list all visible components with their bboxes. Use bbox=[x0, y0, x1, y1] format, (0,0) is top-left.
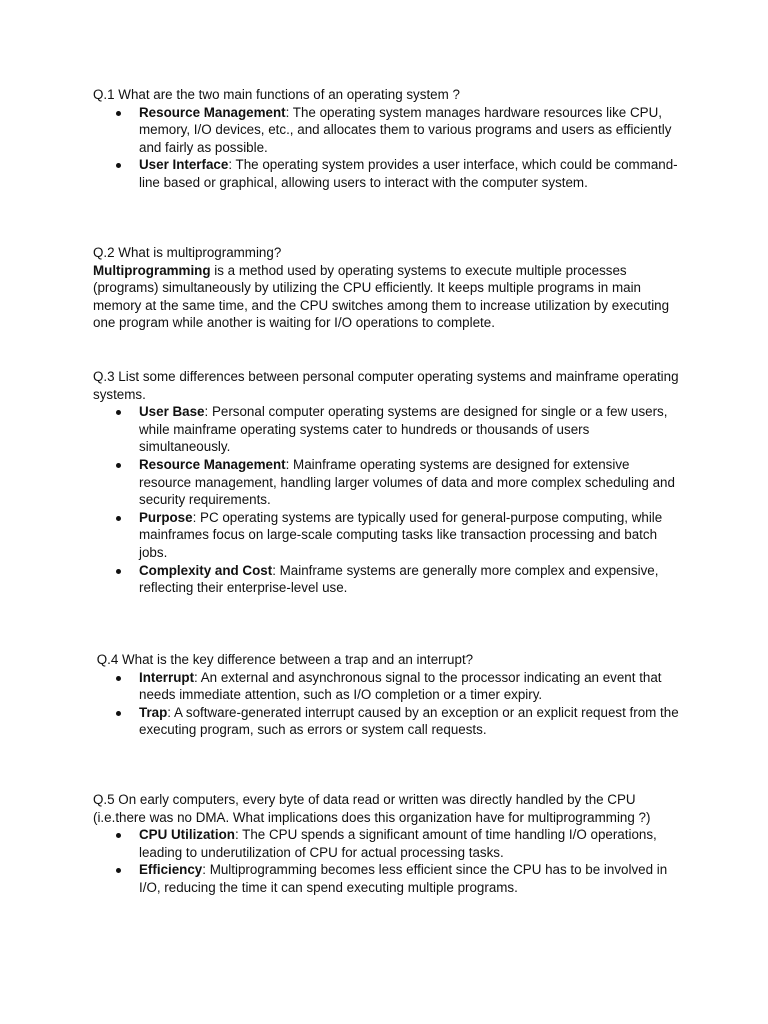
list-item bbox=[93, 104, 683, 157]
bullet-icon bbox=[116, 833, 121, 838]
answer-paragraph bbox=[93, 262, 683, 332]
item-text: : Multiprogramming becomes less efficient since the CPU has to be involved in I/O, reducing the time it can spend executing multiple programs. bbox=[139, 862, 668, 895]
answer-term: Multiprogramming bbox=[93, 262, 211, 278]
list-item bbox=[93, 704, 683, 739]
item-term: Complexity and Cost bbox=[139, 562, 273, 578]
list-item bbox=[93, 562, 683, 597]
question-2 bbox=[93, 244, 683, 332]
answer-list bbox=[93, 826, 683, 896]
item-text: : An external and asynchronous signal to the processor indicating an event that needs immediate attention, such as I/O completion or a timer expiry. bbox=[139, 669, 662, 703]
list-item bbox=[93, 826, 683, 861]
item-text: : Mainframe systems are generally more complex and expensive, reflecting their enterprise-level use. bbox=[139, 562, 659, 596]
answer-list bbox=[93, 104, 683, 192]
question-3 bbox=[93, 368, 683, 597]
answer-list bbox=[93, 403, 683, 597]
bullet-icon bbox=[116, 410, 121, 415]
item-text: : The operating system manages hardware resources like CPU, memory, I/O devices, etc., and allocates them to various programs and users as efficiently and fairly as possible. bbox=[139, 104, 672, 155]
question-text: Q.4 What is the key difference between a trap and an interrupt? bbox=[93, 652, 474, 667]
item-text: : A software-generated interrupt caused by an exception or an explicit request from the executing program, such as errors or system call requests. bbox=[139, 704, 679, 738]
list-item bbox=[93, 669, 683, 704]
item-text: : The CPU spends a significant amount of time handling I/O operations, leading to underutilization of CPU for actual processing tasks. bbox=[139, 827, 657, 860]
answer-list bbox=[93, 669, 683, 739]
bullet-icon bbox=[116, 676, 121, 681]
question-text: Q.5 On early computers, every byte of data read or written was directly handled by the CPU (i.e.there was no DMA. What implications does this organization have for multiprogramming ?) bbox=[93, 792, 651, 825]
item-text: : Mainframe operating systems are designed for extensive resource management, handling larger volumes of data and more complex scheduling and security requirements. bbox=[139, 456, 675, 508]
item-term: Trap bbox=[139, 704, 168, 720]
item-term: Resource Management bbox=[139, 456, 286, 472]
list-item bbox=[93, 403, 683, 456]
bullet-icon bbox=[116, 111, 121, 116]
bullet-icon bbox=[116, 463, 121, 468]
question-text: Q.3 List some differences between personal computer operating systems and mainframe operating systems. bbox=[93, 369, 679, 402]
item-term: CPU Utilization bbox=[139, 827, 235, 843]
bullet-icon bbox=[116, 163, 121, 168]
bullet-icon bbox=[116, 711, 121, 716]
item-term: Efficiency bbox=[139, 862, 203, 878]
item-term: User Interface bbox=[139, 157, 229, 173]
list-item bbox=[93, 861, 683, 896]
list-item bbox=[93, 156, 683, 191]
answer-text: is a method used by operating systems to execute multiple processes (programs) simultaneously by utilizing the CPU efficiently. It keeps multiple programs in main memory at the same time, and the CPU switches among them to increase utilization by executing one program while another is waiting for I/O operations to complete. bbox=[93, 262, 670, 331]
item-term: Resource Management bbox=[139, 104, 286, 120]
bullet-icon bbox=[116, 569, 121, 574]
question-4 bbox=[93, 651, 683, 739]
question-text: Q.2 What is multiprogramming? bbox=[93, 245, 282, 260]
question-5 bbox=[93, 791, 683, 897]
question-1 bbox=[93, 86, 683, 192]
bullet-icon bbox=[116, 868, 121, 873]
item-text: : PC operating systems are typically used for general-purpose computing, while mainframes focus on large-scale computing tasks like transaction processing and batch jobs. bbox=[139, 509, 663, 560]
list-item bbox=[93, 456, 683, 509]
item-term: Interrupt bbox=[139, 669, 195, 685]
question-text: Q.1 What are the two main functions of an operating system ? bbox=[93, 87, 460, 102]
item-term: Purpose bbox=[139, 509, 193, 525]
bullet-icon bbox=[116, 516, 121, 521]
item-text: : Personal computer operating systems are designed for single or a few users, while mainframe operating systems cater to hundreds or thousands of users simultaneously. bbox=[139, 404, 668, 455]
item-text: : The operating system provides a user interface, which could be command-line based or graphical, allowing users to interact with the computer system. bbox=[139, 157, 678, 190]
item-term: User Base bbox=[139, 404, 205, 420]
list-item bbox=[93, 509, 683, 562]
